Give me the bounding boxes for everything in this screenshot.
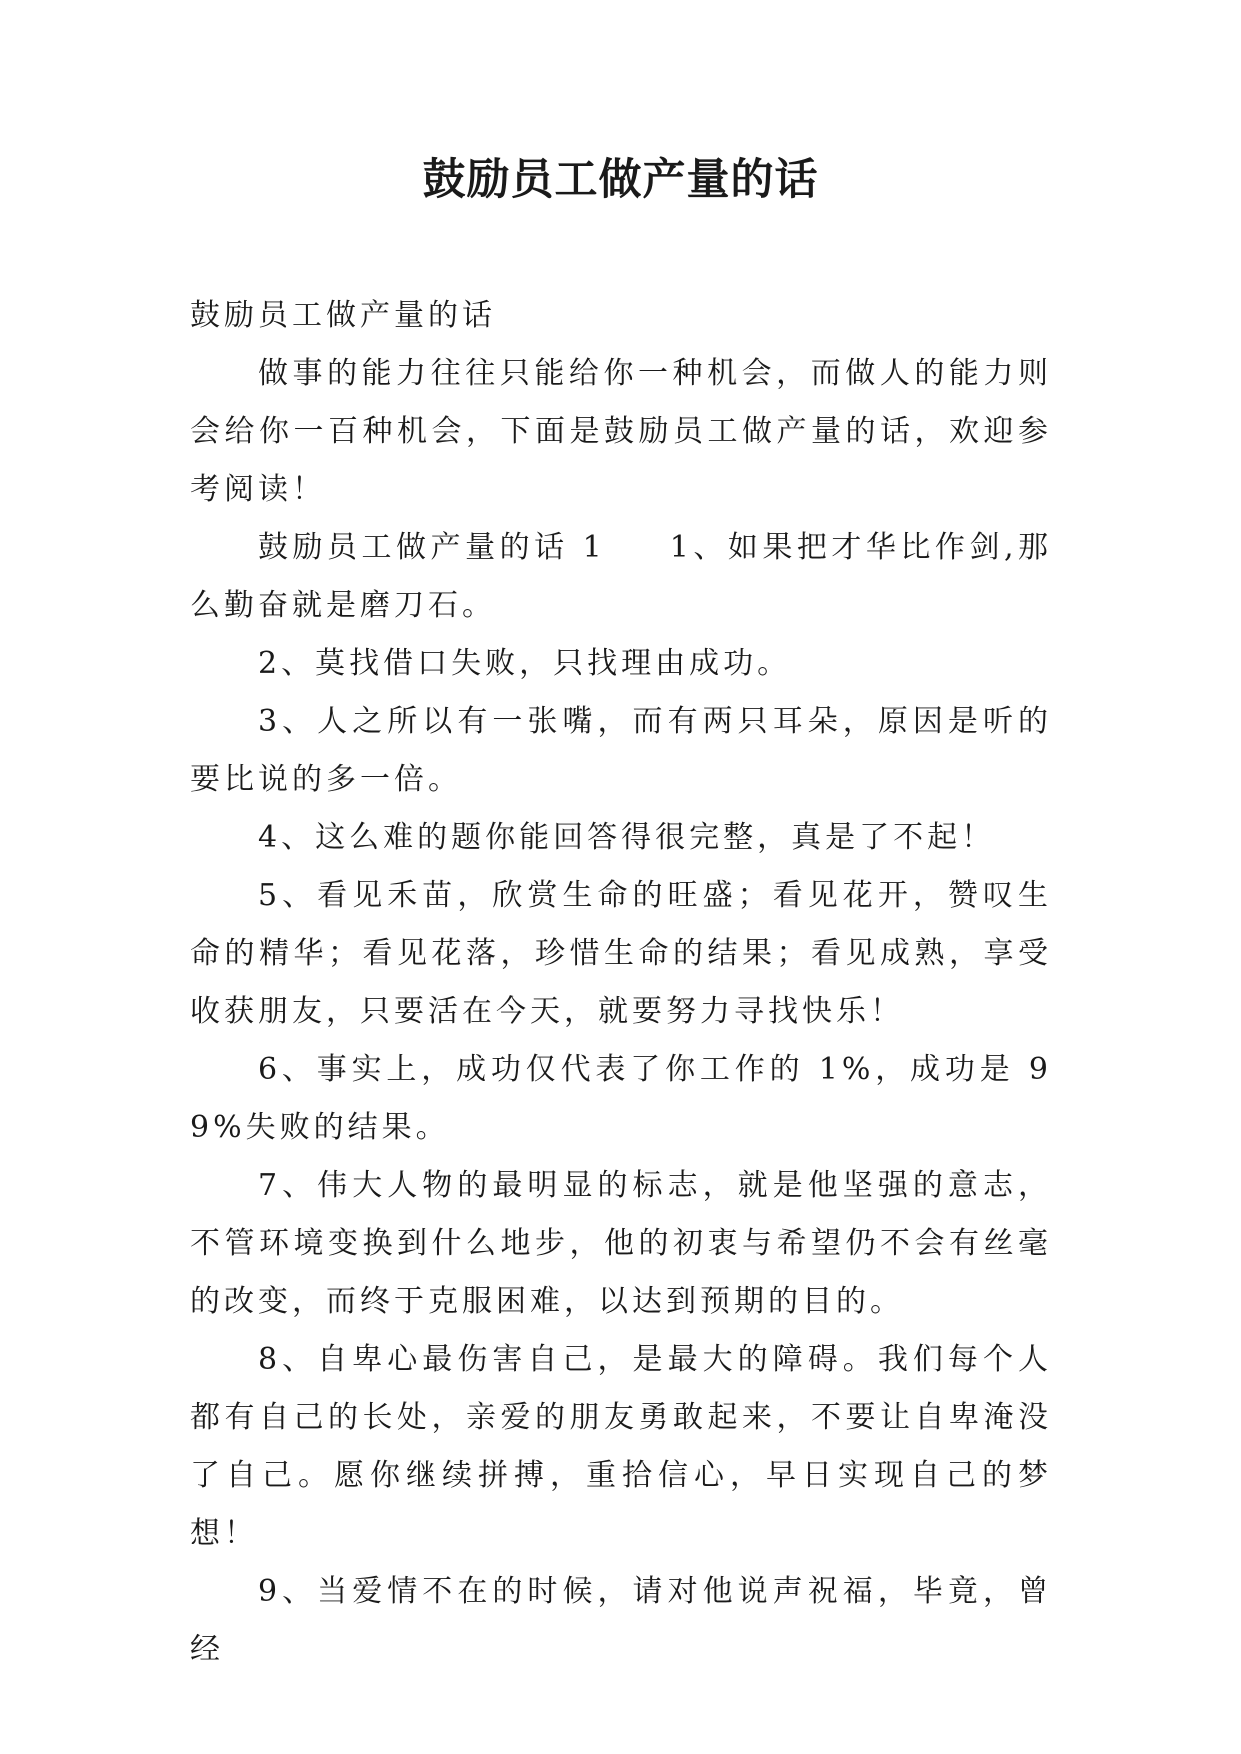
section-paragraph (190, 519, 1052, 635)
list-item: 3、人之所以有一张嘴，而有两只耳朵，原因是听的要比说的多一倍。 (190, 704, 1052, 797)
list-item: 1、如果把才华比作剑,那么勤奋就是磨刀石。 (190, 530, 1053, 623)
list-item: 9、当爱情不在的时候，请对他说声祝福，毕竟，曾经 (190, 1574, 1052, 1667)
list-item: 4、这么难的题你能回答得很完整，真是了不起！ (258, 820, 996, 855)
list-item: 6、事实上，成功仅代表了你工作的 1%，成功是 99%失败的结果。 (190, 1052, 1052, 1145)
document-title: 鼓励员工做产量的话 (422, 155, 819, 205)
document-body (190, 287, 1052, 1679)
section-heading: 鼓励员工做产量的话 1 (258, 530, 606, 565)
list-item: 2、莫找借口失败，只找理由成功。 (258, 646, 792, 681)
list-item: 5、看见禾苗，欣赏生命的旺盛；看见花开，赞叹生命的精华；看见花落，珍惜生命的结果；看见成熟，享受收获朋友，只要活在今天，就要努力寻找快乐！ (190, 878, 1052, 1029)
list-item: 8、自卑心最伤害自己，是最大的障碍。我们每个人都有自己的长处，亲爱的朋友勇敢起来，不要让自卑淹没了自己。愿你继续拼搏，重拾信心，早日实现自己的梦想！ (190, 1342, 1052, 1551)
document-subtitle: 鼓励员工做产量的话 (190, 298, 496, 333)
intro-paragraph: 做事的能力往往只能给你一种机会，而做人的能力则会给你一百种机会，下面是鼓励员工做产量的话，欢迎参考阅读！ (190, 356, 1052, 507)
list-item: 7、伟大人物的最明显的标志，就是他坚强的意志，不管环境变换到什么地步，他的初衷与希望仍不会有丝毫的改变，而终于克服困难，以达到预期的目的。 (190, 1168, 1052, 1319)
